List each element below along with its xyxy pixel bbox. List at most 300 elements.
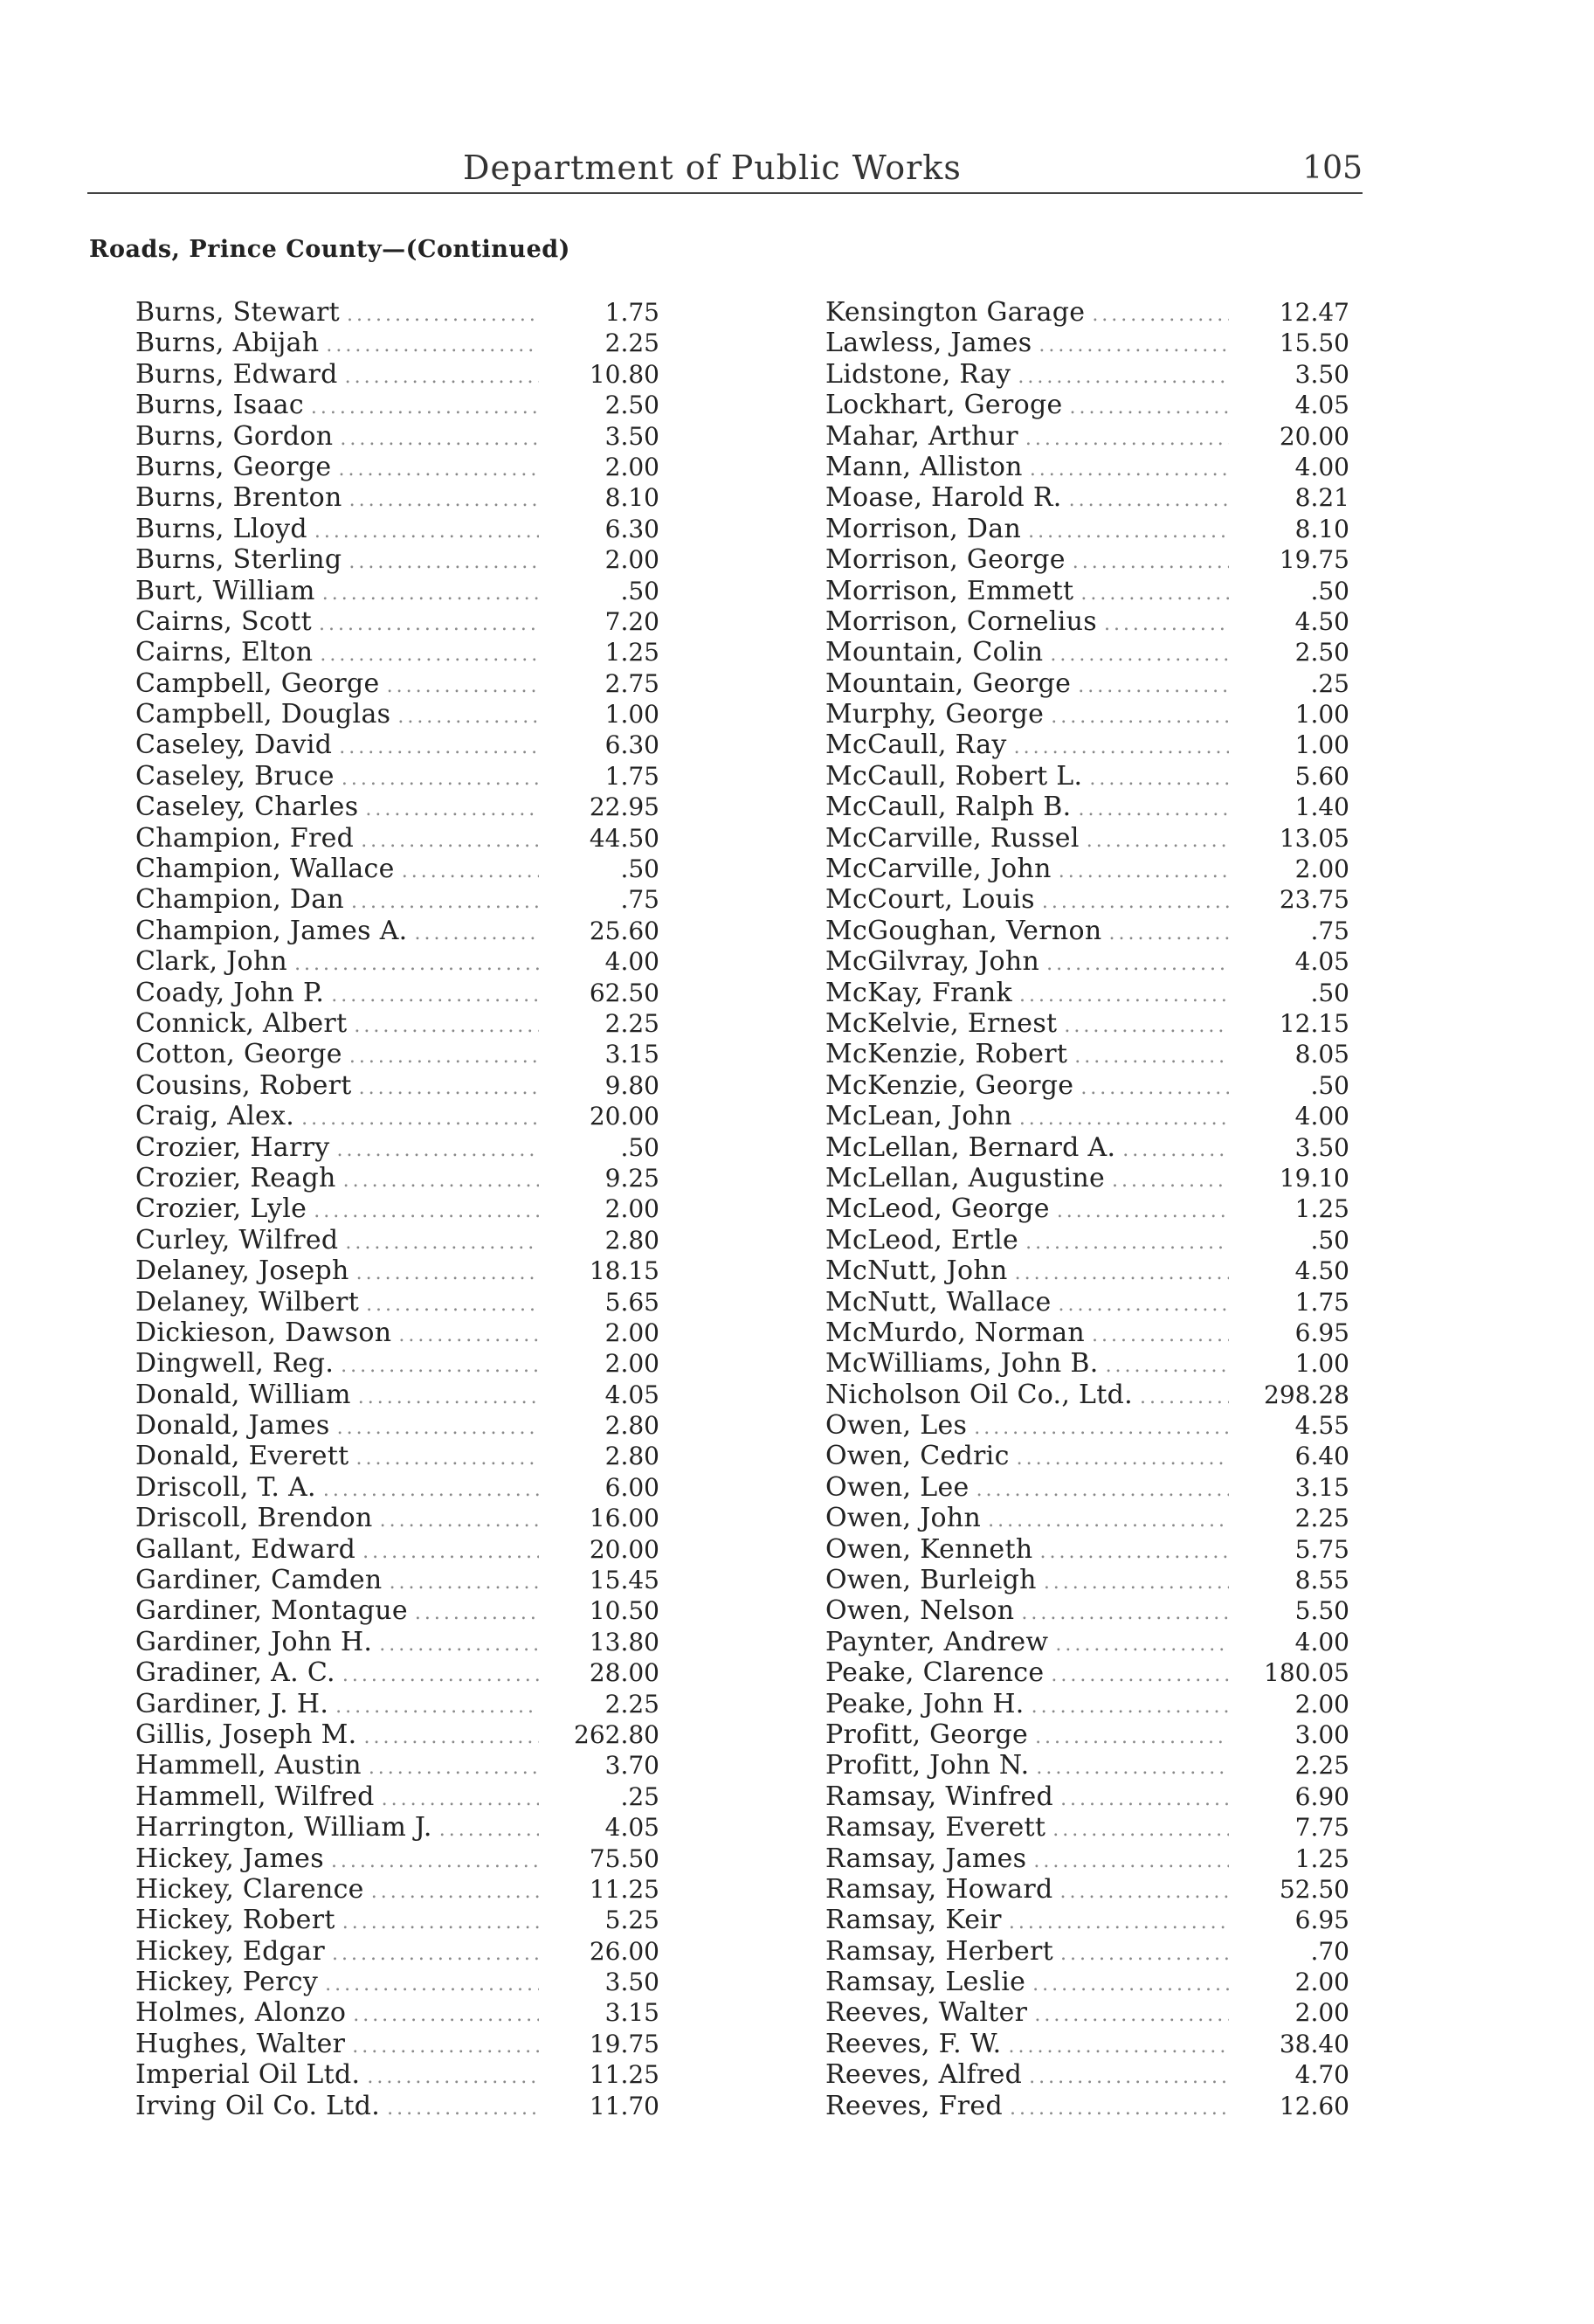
dot-leader [1017, 1443, 1229, 1474]
entry-amount: 1.00 [604, 700, 659, 730]
dot-leader [1039, 330, 1229, 361]
list-item [135, 1348, 659, 1379]
dot-leader [1030, 454, 1229, 485]
entry-amount: .50 [1310, 1070, 1349, 1100]
list-item [825, 854, 1349, 884]
dot-leader [1087, 826, 1229, 856]
dot-leader [371, 1877, 539, 1907]
list-item [825, 1441, 1349, 1471]
list-item [825, 1410, 1349, 1441]
list-item [135, 1843, 659, 1874]
entry-name: McCaull, Robert L. [825, 760, 1083, 792]
entry-name: Burns, George [135, 451, 332, 482]
list-item [135, 297, 659, 328]
list-item [825, 1689, 1349, 1719]
entry-name: Owen, Nelson [825, 1595, 1015, 1627]
dot-leader [354, 1011, 539, 1041]
list-item [825, 884, 1349, 915]
list-item [825, 452, 1349, 482]
list-item [825, 1997, 1349, 2028]
entry-name: McLean, John [825, 1101, 1012, 1132]
dot-leader [1060, 1939, 1229, 1969]
dot-leader [1078, 794, 1229, 825]
dot-leader [363, 1722, 539, 1753]
entry-amount: 2.25 [1294, 1504, 1349, 1533]
entry-name: McCourt, Louis [825, 884, 1035, 916]
entry-amount: 2.00 [1294, 1689, 1349, 1719]
dot-leader [326, 330, 539, 361]
entry-name: Burns, Isaac [135, 390, 304, 421]
entry-name: Imperial Oil Ltd. [135, 2059, 361, 2091]
dot-leader [1057, 1196, 1229, 1227]
list-item [825, 2029, 1349, 2059]
entry-amount: 2.80 [604, 1411, 659, 1441]
list-item [135, 792, 659, 822]
list-item [135, 514, 659, 544]
entry-name: Ramsay, Howard [825, 1873, 1053, 1905]
entry-name: Burns, Edward [135, 358, 338, 390]
entry-amount: .75 [620, 885, 659, 915]
list-item [825, 2059, 1349, 2090]
entry-amount: 5.65 [604, 1287, 659, 1317]
list-item [135, 1410, 659, 1441]
list-item [135, 328, 659, 358]
list-item [135, 1781, 659, 1812]
entry-amount: 6.30 [604, 730, 659, 760]
entry-amount: 5.75 [1294, 1534, 1349, 1564]
dot-leader [352, 2031, 539, 2062]
dot-leader [1064, 1011, 1229, 1041]
list-item [825, 2091, 1349, 2121]
entry-name: Reeves, F. W. [825, 2028, 1002, 2059]
dot-leader [351, 887, 539, 917]
entry-amount: .75 [1310, 916, 1349, 945]
list-item [825, 1163, 1349, 1193]
entry-name: Gallant, Edward [135, 1533, 356, 1565]
entry-name: Morrison, Cornelius [825, 605, 1097, 637]
list-item [135, 884, 659, 915]
dot-leader [1051, 702, 1229, 732]
entry-amount: .50 [620, 576, 659, 605]
list-item [135, 421, 659, 452]
header-rule [87, 192, 1363, 194]
entry-amount: 2.00 [1294, 854, 1349, 884]
dot-leader [325, 1969, 539, 2000]
entry-name: Ramsay, Leslie [825, 1967, 1026, 1998]
entry-name: Coady, John P. [135, 977, 325, 1008]
entry-name: McCarville, John [825, 854, 1052, 885]
dot-leader [356, 1258, 539, 1289]
entry-amount: 15.50 [1279, 329, 1349, 358]
entry-name: McKenzie, George [825, 1069, 1074, 1101]
list-item [135, 576, 659, 606]
entry-name: Hickey, James [135, 1843, 324, 1874]
list-item [825, 1812, 1349, 1843]
entry-name: Delaney, Wilbert [135, 1286, 360, 1318]
entry-amount: 1.00 [1294, 700, 1349, 730]
entry-amount: .50 [1310, 1225, 1349, 1255]
entry-name: Donald, Everett [135, 1441, 349, 1472]
dot-leader [348, 547, 539, 578]
dot-leader [337, 1413, 539, 1443]
dot-leader [362, 1537, 539, 1567]
entry-amount: 22.95 [589, 792, 659, 822]
entry-name: Peake, John H. [825, 1688, 1025, 1719]
list-item [825, 544, 1349, 575]
dot-leader [1052, 1815, 1229, 1845]
entry-name: Gradiner, A. C. [135, 1657, 335, 1689]
entry-amount: 298.28 [1264, 1380, 1349, 1409]
list-item [135, 2029, 659, 2059]
dot-leader [415, 1598, 539, 1629]
entry-amount: 3.00 [1294, 1719, 1349, 1749]
entry-amount: 4.05 [604, 1813, 659, 1843]
entry-amount: .50 [1310, 576, 1349, 605]
dot-leader [367, 2062, 539, 2092]
right-column [825, 297, 1349, 2121]
entry-amount: 10.80 [589, 359, 659, 389]
entry-name: Hickey, Edgar [135, 1935, 325, 1967]
entry-name: Campbell, Douglas [135, 699, 391, 730]
entry-amount: 5.60 [1294, 761, 1349, 791]
entry-amount: 6.95 [1294, 1318, 1349, 1347]
dot-leader [314, 516, 539, 547]
dot-leader [1009, 1907, 1229, 1938]
entry-name: Morrison, George [825, 544, 1066, 576]
list-item [825, 1255, 1349, 1286]
entry-amount: .50 [620, 854, 659, 884]
entry-name: Owen, Les [825, 1410, 968, 1442]
entry-name: Profitt, John N. [825, 1750, 1030, 1781]
entry-amount: 20.00 [1279, 421, 1349, 451]
entry-amount: 11.25 [589, 2060, 659, 2090]
dot-leader [1021, 1598, 1229, 1629]
list-item [135, 978, 659, 1008]
entry-amount: 8.21 [1294, 483, 1349, 513]
dot-leader [402, 856, 539, 887]
dot-leader [1073, 547, 1229, 578]
entry-amount: .50 [620, 1132, 659, 1162]
dot-leader [301, 1103, 539, 1134]
entry-amount: 1.00 [1294, 730, 1349, 760]
entry-amount: 11.25 [589, 1874, 659, 1904]
dot-leader [387, 671, 539, 702]
entry-name: Holmes, Alonzo [135, 1997, 347, 2029]
dot-leader [1014, 732, 1229, 763]
list-item [825, 297, 1349, 328]
entry-amount: 23.75 [1279, 885, 1349, 915]
list-item [135, 668, 659, 699]
dot-leader [359, 1073, 539, 1103]
entry-amount: 2.00 [604, 1349, 659, 1379]
dot-leader [1059, 1877, 1229, 1907]
dot-leader [1069, 485, 1229, 515]
entry-name: Profitt, George [825, 1719, 1029, 1750]
entry-amount: 3.50 [604, 421, 659, 451]
entry-name: Morrison, Emmett [825, 575, 1074, 606]
dot-leader [1078, 671, 1229, 702]
dot-leader [361, 826, 539, 856]
entry-name: Ramsay, Winfred [825, 1781, 1054, 1812]
entry-amount: 3.15 [1294, 1472, 1349, 1502]
entry-name: Hammell, Wilfred [135, 1781, 375, 1812]
entry-amount: 2.00 [604, 1194, 659, 1224]
dot-leader [1060, 1784, 1229, 1815]
dot-leader [1033, 1846, 1229, 1877]
dot-leader [988, 1505, 1229, 1536]
entry-name: McKay, Frank [825, 977, 1012, 1008]
list-item [825, 1595, 1349, 1626]
entry-amount: 13.05 [1279, 823, 1349, 853]
dot-leader [1028, 516, 1229, 547]
entry-name: Gardiner, Montague [135, 1595, 408, 1627]
entry-name: Paynter, Andrew [825, 1626, 1049, 1657]
entry-name: Ramsay, James [825, 1843, 1027, 1874]
list-item [135, 1812, 659, 1843]
entry-amount: 16.00 [589, 1504, 659, 1533]
list-item [825, 1287, 1349, 1318]
dot-leader [340, 424, 539, 454]
dot-leader [1092, 1320, 1229, 1351]
dot-leader [366, 1290, 539, 1320]
dot-leader [331, 980, 539, 1011]
list-item [825, 328, 1349, 358]
list-item [825, 1101, 1349, 1131]
entry-name: Kensington Garage [825, 297, 1086, 328]
entry-amount: 3.15 [604, 1998, 659, 2028]
list-item [825, 823, 1349, 854]
entry-name: Harrington, William J. [135, 1812, 432, 1843]
entry-amount: 12.60 [1279, 2091, 1349, 2120]
entry-name: Hickey, Robert [135, 1905, 335, 1936]
entry-name: McLeod, George [825, 1193, 1050, 1225]
page-title: Department of Public Works [463, 149, 962, 187]
dot-leader [382, 1784, 539, 1815]
entry-amount: 4.05 [1294, 947, 1349, 977]
entry-amount: 3.50 [1294, 359, 1349, 389]
dot-leader [379, 1629, 539, 1660]
entry-name: Owen, John [825, 1503, 982, 1534]
entry-name: Crozier, Harry [135, 1131, 330, 1163]
entry-amount: 2.25 [604, 329, 659, 358]
dot-leader [342, 1660, 539, 1691]
entry-name: McGilvray, John [825, 946, 1040, 978]
entry-amount: 38.40 [1279, 2029, 1349, 2058]
left-column [135, 297, 659, 2121]
entry-name: Peake, Clarence [825, 1657, 1045, 1689]
entry-name: Burns, Stewart [135, 297, 341, 328]
list-item [135, 1534, 659, 1565]
dot-leader [1140, 1382, 1229, 1413]
list-item [825, 1936, 1349, 1967]
entry-name: Burt, William [135, 575, 315, 606]
dot-leader [339, 732, 539, 763]
list-item [825, 390, 1349, 420]
entry-name: Reeves, Alfred [825, 2059, 1023, 2091]
dot-leader [387, 2093, 539, 2124]
list-item [825, 699, 1349, 730]
list-item [135, 2091, 659, 2121]
dot-leader [358, 1382, 539, 1413]
entry-name: Burns, Gordon [135, 420, 334, 452]
entry-amount: 6.90 [1294, 1781, 1349, 1811]
dot-leader [1029, 2062, 1229, 2092]
entry-name: Caseley, Bruce [135, 760, 335, 792]
entry-amount: 8.10 [1294, 514, 1349, 543]
entry-amount: 19.75 [589, 2029, 659, 2058]
entry-name: Delaney, Joseph [135, 1255, 349, 1287]
dot-leader [365, 794, 539, 825]
list-item [135, 1750, 659, 1781]
entry-name: Hammell, Austin [135, 1750, 362, 1781]
list-item [135, 390, 659, 420]
list-item [135, 1657, 659, 1688]
list-item [135, 1255, 659, 1286]
entry-name: Clark, John [135, 946, 288, 978]
entry-name: Champion, Fred [135, 822, 355, 854]
entry-name: Dickieson, Dawson [135, 1317, 392, 1348]
list-item [825, 916, 1349, 946]
entry-amount: 6.95 [1294, 1906, 1349, 1935]
dot-leader [1104, 609, 1229, 640]
entry-name: Cairns, Scott [135, 605, 312, 637]
entry-amount: 9.25 [604, 1163, 659, 1193]
dot-leader [1046, 949, 1229, 979]
entry-amount: 2.00 [1294, 1998, 1349, 2028]
entry-amount: 5.25 [604, 1906, 659, 1935]
entry-name: Ramsay, Keir [825, 1905, 1002, 1936]
entry-amount: 12.15 [1279, 1008, 1349, 1038]
entry-amount: .25 [620, 1781, 659, 1811]
entry-name: Gardiner, John H. [135, 1626, 373, 1657]
list-item [135, 544, 659, 575]
dot-leader [1035, 1722, 1229, 1753]
dot-leader [439, 1815, 539, 1845]
list-item [825, 1874, 1349, 1905]
dot-leader [1019, 1103, 1229, 1134]
list-item [825, 1781, 1349, 1812]
entry-amount: 2.25 [1294, 1751, 1349, 1781]
entry-amount: .70 [1310, 1936, 1349, 1966]
list-item [135, 1225, 659, 1255]
entry-name: Cairns, Elton [135, 637, 314, 668]
entry-amount: 2.25 [604, 1689, 659, 1719]
dot-leader [345, 362, 539, 392]
list-item [825, 576, 1349, 606]
list-item [135, 1287, 659, 1318]
dot-leader [349, 485, 539, 515]
section-heading: Roads, Prince County—(Continued) [89, 236, 570, 263]
list-item [135, 1070, 659, 1101]
list-item [135, 854, 659, 884]
entry-amount: 4.70 [1294, 2060, 1349, 2090]
dot-leader [1009, 2031, 1229, 2062]
entry-name: Champion, Wallace [135, 854, 395, 885]
dot-leader [347, 300, 539, 330]
entry-amount: 20.00 [589, 1102, 659, 1131]
entry-amount: 25.60 [589, 916, 659, 945]
list-item [135, 359, 659, 390]
list-item [825, 792, 1349, 822]
list-item [135, 637, 659, 667]
dot-leader [323, 1475, 539, 1505]
entry-name: McNutt, John [825, 1255, 1008, 1287]
entry-amount: 18.15 [589, 1256, 659, 1286]
dot-leader [1025, 424, 1229, 454]
dot-leader [397, 702, 539, 732]
dot-leader [342, 1907, 539, 1938]
list-item [825, 1905, 1349, 1935]
entry-amount: 7.20 [604, 606, 659, 636]
entry-name: Burns, Sterling [135, 544, 342, 576]
entry-amount: 75.50 [589, 1843, 659, 1873]
list-item [135, 1380, 659, 1410]
entry-amount: 19.10 [1279, 1163, 1349, 1193]
entry-amount: 20.00 [589, 1534, 659, 1564]
list-item [825, 1534, 1349, 1565]
entry-name: McLeod, Ertle [825, 1224, 1019, 1255]
entry-amount: 4.50 [1294, 1256, 1349, 1286]
entry-amount: 6.30 [604, 514, 659, 543]
entry-amount: 2.00 [1294, 1968, 1349, 1997]
entry-name: McGoughan, Vernon [825, 915, 1102, 946]
entry-amount: 1.75 [1294, 1287, 1349, 1317]
dot-leader [341, 1351, 539, 1381]
list-item [135, 1163, 659, 1193]
entry-amount: 1.40 [1294, 792, 1349, 822]
entry-amount: 1.00 [1294, 1349, 1349, 1379]
entry-amount: 1.25 [1294, 1843, 1349, 1873]
dot-leader [345, 1228, 539, 1258]
entry-name: Gardiner, Camden [135, 1565, 383, 1596]
list-item [135, 1101, 659, 1131]
entry-amount: 4.00 [1294, 1102, 1349, 1131]
entry-name: Burns, Lloyd [135, 513, 307, 544]
list-item [825, 1627, 1349, 1657]
list-item [825, 1380, 1349, 1410]
dot-leader [1070, 392, 1229, 423]
entry-name: Mahar, Arthur [825, 420, 1018, 452]
list-item [825, 1193, 1349, 1224]
entry-amount: 19.75 [1279, 545, 1349, 575]
list-item [135, 1719, 659, 1750]
list-item [825, 1318, 1349, 1348]
entry-name: Driscoll, T. A. [135, 1471, 316, 1503]
list-item [825, 637, 1349, 667]
entry-name: McWilliams, John B. [825, 1348, 1099, 1380]
dot-leader [1034, 2000, 1229, 2030]
list-item [825, 946, 1349, 977]
entry-amount: 26.00 [589, 1936, 659, 1966]
entry-name: Mountain, George [825, 667, 1072, 699]
dot-leader [415, 918, 539, 949]
entry-name: Moase, Harold R. [825, 482, 1062, 514]
entry-amount: 3.50 [604, 1968, 659, 1997]
list-item [825, 730, 1349, 760]
entry-name: Hughes, Walter [135, 2028, 346, 2059]
list-item [135, 730, 659, 760]
list-item [825, 668, 1349, 699]
entry-amount: 4.05 [604, 1380, 659, 1409]
dot-leader [1106, 1351, 1229, 1381]
list-item [135, 1905, 659, 1935]
dot-leader [974, 1413, 1229, 1443]
dot-leader [294, 949, 539, 979]
list-item [135, 482, 659, 513]
entry-amount: 13.80 [589, 1627, 659, 1657]
entry-name: Owen, Kenneth [825, 1533, 1033, 1565]
entry-amount: 2.50 [1294, 638, 1349, 667]
